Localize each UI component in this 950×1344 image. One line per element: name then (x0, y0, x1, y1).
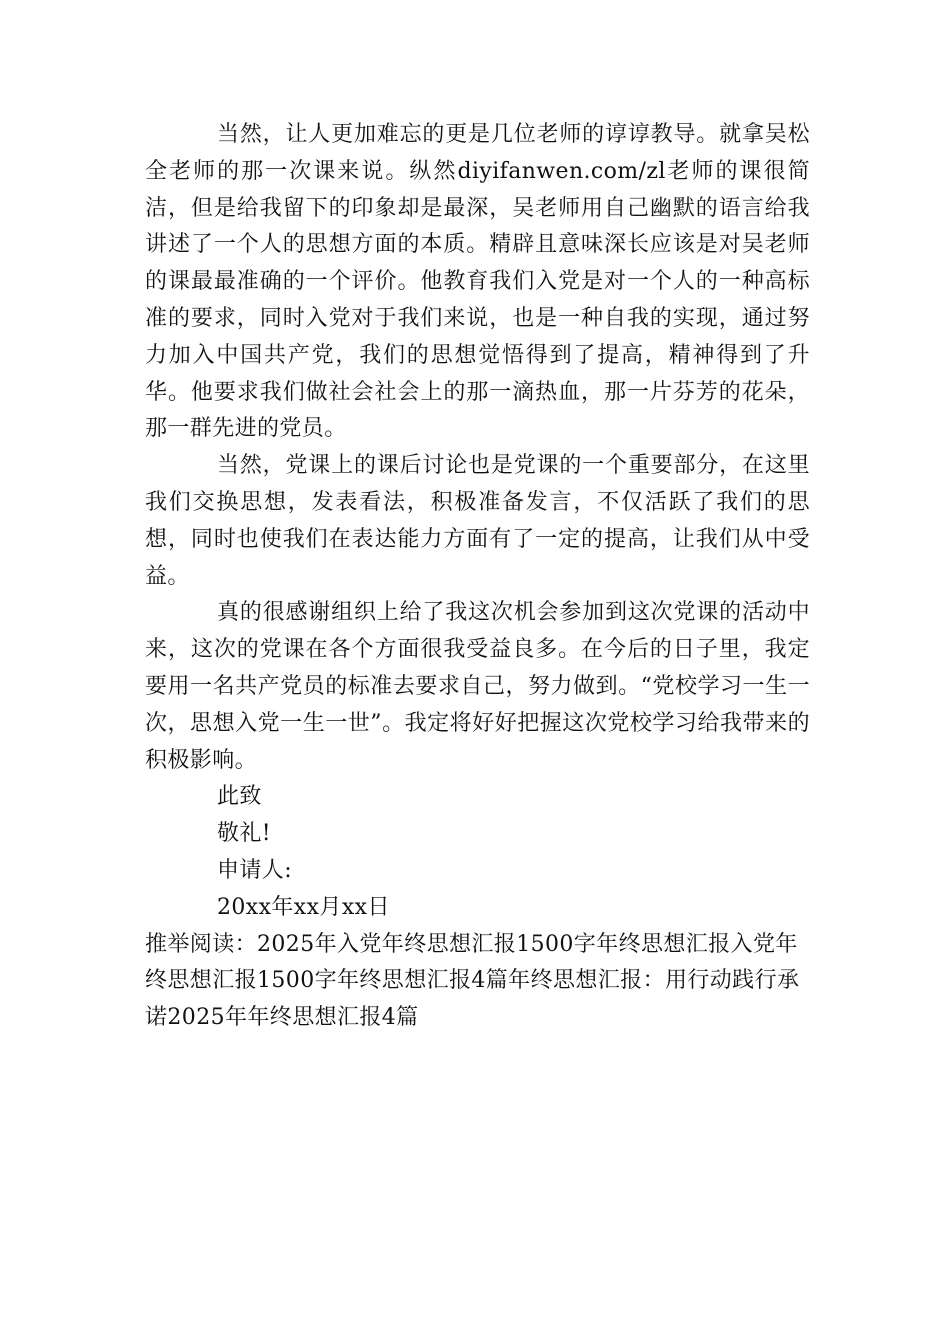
paragraph-gratitude: 真的很感谢组织上给了我这次机会参加到这次党课的活动中来，这次的党课在各个方面很我受益良多。在今后的日子里，我定要用一名共产党员的标准去要求自己，努力做到。“党校学习一生一次，思想入党一生一世”。我定将好好把握这次党校学习给我带来的积极影响。 (145, 600, 810, 773)
closing-salutation: 此致 (217, 784, 262, 810)
paragraph-teacher: 当然，让人更加难忘的更是几位老师的谆谆教导。就拿吴松全老师的那一次课来说。纵然diyifanwen.com/zl老师的课很简洁，但是给我留下的印象却是最深，吴老师用自己幽默的语言给我讲述了一个人的思想方面的本质。精辟且意味深长应该是对吴老师的课最最准确的一个评价。他教育我们入党是对一个人的一种高标准的要求，同时入党对于我们来说，也是一种自我的实现，通过努力加入中国共产党，我们的思想觉悟得到了提高，精神得到了升华。他要求我们做社会社会上的那一滴热血，那一片芬芳的花朵，那一群先进的党员。 (145, 122, 810, 442)
document-body (145, 117, 810, 1037)
closing-date: 20xx年xx月xx日 (217, 894, 390, 920)
paragraph-discussion: 当然，党课上的课后讨论也是党课的一个重要部分，在这里我们交换思想，发表看法，积极准备发言，不仅活跃了我们的思想，同时也使我们在表达能力方面有了一定的提高，让我们从中受益。 (145, 453, 810, 589)
closing-respect: 敬礼! (217, 821, 272, 847)
closing-applicant: 申请人: (217, 857, 293, 883)
recommended-reading[interactable]: 推举阅读：2025年入党年终思想汇报1500字年终思想汇报入党年终思想汇报1500字年终思想汇报4篇年终思想汇报：用行动践行承诺2025年年终思想汇报4篇 (145, 931, 800, 1031)
